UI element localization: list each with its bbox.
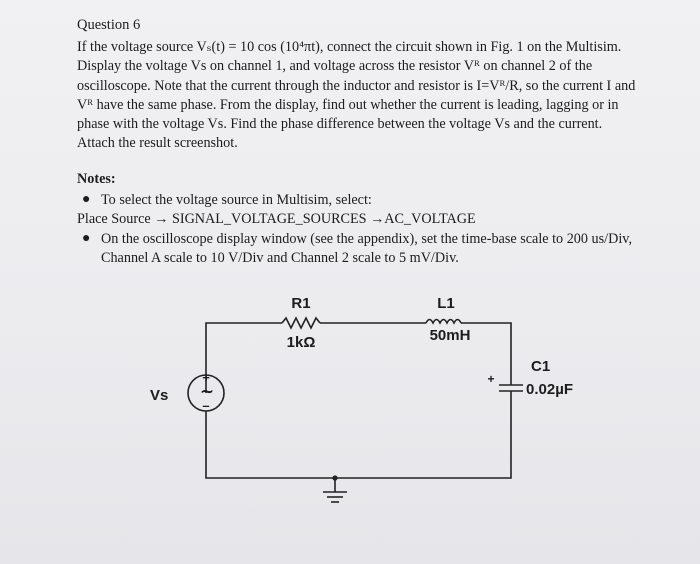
resistor-symbol bbox=[282, 318, 320, 328]
bullet-icon: ● bbox=[82, 231, 91, 246]
r1-name-label: R1 bbox=[291, 295, 311, 312]
source-minus-sign: – bbox=[202, 398, 210, 413]
bullet-icon: ● bbox=[82, 192, 91, 207]
note-bullet-2-line-1: On the oscilloscope display window (see the appendix), set the time-base scale to 200 us/Div, bbox=[101, 231, 632, 247]
wire-top-left bbox=[206, 323, 282, 393]
question-line-6: Attach the result screenshot. bbox=[77, 135, 238, 152]
question-line-1: If the voltage source Vₛ(t) = 10 cos (10⁴πt), connect the circuit shown in Fig. 1 on the Multisim. bbox=[77, 39, 622, 55]
question-line-5: phase with the voltage Vs. Find the phase difference between the voltage Vs and the current. bbox=[77, 116, 603, 133]
inductor-symbol bbox=[426, 320, 461, 324]
source-name-label: Vs bbox=[150, 387, 169, 404]
source-plus-sign: + bbox=[202, 370, 210, 385]
c1-value-label: 0.02µF bbox=[526, 381, 573, 398]
source-ac-symbol: ∼ bbox=[199, 382, 215, 401]
l1-value-label: 50mH bbox=[429, 327, 471, 344]
notes-title: Notes: bbox=[77, 171, 116, 187]
wire-bottom-loop bbox=[206, 391, 511, 478]
note-path-line: Place Source → SIGNAL_VOLTAGE_SOURCES →AC_VOLTAGE bbox=[77, 211, 476, 227]
c1-name-label: C1 bbox=[531, 358, 551, 375]
capacitor-plus-sign: + bbox=[487, 372, 495, 386]
question-title: Question 6 bbox=[77, 17, 141, 33]
note-bullet-1: To select the voltage source in Multisim, select: bbox=[101, 192, 372, 208]
r1-value-label: 1kΩ bbox=[286, 334, 316, 351]
ground-junction-dot bbox=[332, 475, 337, 480]
question-line-3: oscilloscope. Note that the current through the inductor and resistor is I=Vᴿ/R, so the current I and bbox=[77, 77, 636, 94]
l1-name-label: L1 bbox=[437, 295, 455, 312]
question-line-4: Vᴿ have the same phase. From the display, find out whether the current is leading, lagging or in bbox=[77, 96, 619, 113]
note-bullet-2-line-2: Channel A scale to 10 V/Div and Channel 2 scale to 5 mV/Div. bbox=[101, 250, 459, 266]
question-line-2: Display the voltage Vs on channel 1, and voltage across the resistor Vᴿ on channel 2 of the bbox=[77, 58, 593, 75]
